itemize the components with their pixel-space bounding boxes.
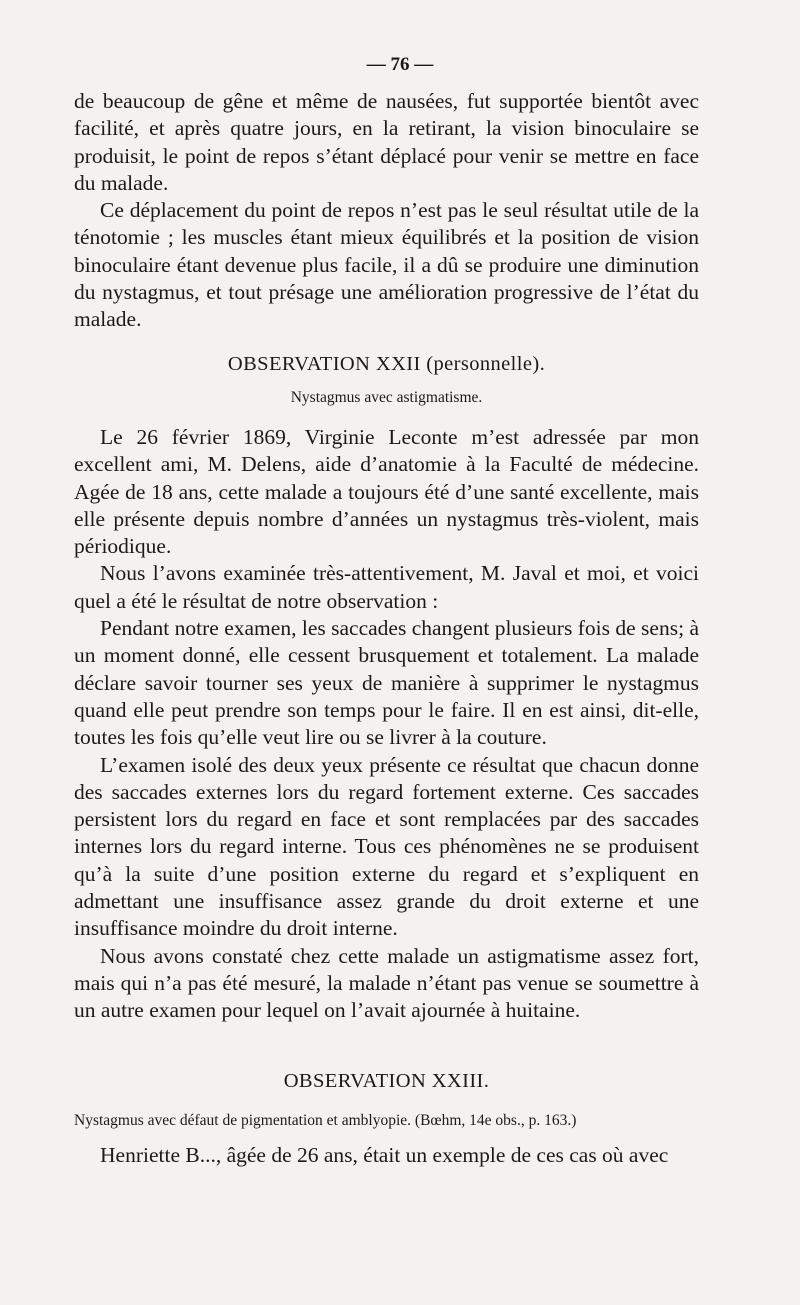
observation-22-title: OBSERVATION XXII (personnelle). bbox=[227, 353, 546, 375]
observation-22-paragraph-4: L’examen isolé des deux yeux présente ce résultat que chacun donne des saccades externes lors du regard fortement externe. Ces saccades persistent lors du regard en face et sont remplacées par des saccades internes lors du regard interne. Tous ces phénomènes ne se produisent qu’à la suite d’une position externe du regard et s’expliquent en admettant une insuffisance assez grande du droit externe et une insuffisance moindre du droit interne. bbox=[74, 752, 699, 941]
paragraph-deplacement: Ce déplacement du point de repos n’est pas le seul résultat utile de la ténotomie ; les muscles étant mieux équilibrés et la position de vision binoculaire étant devenue plus facile, il a dû se produire une diminution du nystagmus, et tout présage une amélioration progressive de l’état du malade. bbox=[74, 198, 699, 332]
paragraph-continuation: de beaucoup de gêne et même de nausées, fut supportée bientôt avec facilité, et après quatre jours, en la retirant, la vision binoculaire se produisit, le point de repos s’étant déplacé pour venir se mettre en face du malade. bbox=[74, 89, 699, 195]
body-text-top bbox=[74, 88, 699, 334]
observation-22-subtitle: Nystagmus avec astigmatisme. bbox=[290, 389, 483, 406]
observation-22-paragraph-3: Pendant notre examen, les saccades changent plusieurs fois de sens; à un moment donné, elle cessent brusquement et totalement. La malade déclare savoir tourner ses yeux de manière à supprimer le nystagmus quand elle peut prendre son temps pour le faire. Il en est ainsi, dit-elle, toutes les fois qu’elle veut lire ou se livrer à la couture. bbox=[74, 616, 699, 750]
observation-22-body bbox=[74, 424, 699, 1025]
observation-22-paragraph-5: Nous avons constaté chez cette malade un astigmatisme assez fort, mais qui n’a pas été mesuré, la malade n’étant pas venue se soumettre à un autre examen pour lequel on l’avait ajournée à huitaine. bbox=[74, 943, 699, 1023]
observation-23-title: OBSERVATION XXIII. bbox=[283, 1070, 490, 1092]
page-number: — 76 — bbox=[366, 54, 434, 75]
observation-22-paragraph-2: Nous l’avons examinée très-attentivement, M. Javal et moi, et voici quel a été le résultat de notre observation : bbox=[74, 561, 699, 613]
observation-23-body bbox=[74, 1142, 699, 1169]
observation-22-paragraph-1: Le 26 février 1869, Virginie Leconte m’est adressée par mon excellent ami, M. Delens, aide d’anatomie à la Faculté de médecine. Agée de 18 ans, cette malade a toujours été d’une santé excellente, mais elle présente depuis nombre d’années un nystagmus très-violent, mais périodique. bbox=[74, 425, 699, 559]
observation-23-paragraph-1: Henriette B..., âgée de 26 ans, était un exemple de ces cas où avec bbox=[100, 1143, 669, 1167]
observation-23-subtitle: Nystagmus avec défaut de pigmentation et amblyopie. (Bœhm, 14e obs., p. 163.) bbox=[74, 1112, 577, 1129]
